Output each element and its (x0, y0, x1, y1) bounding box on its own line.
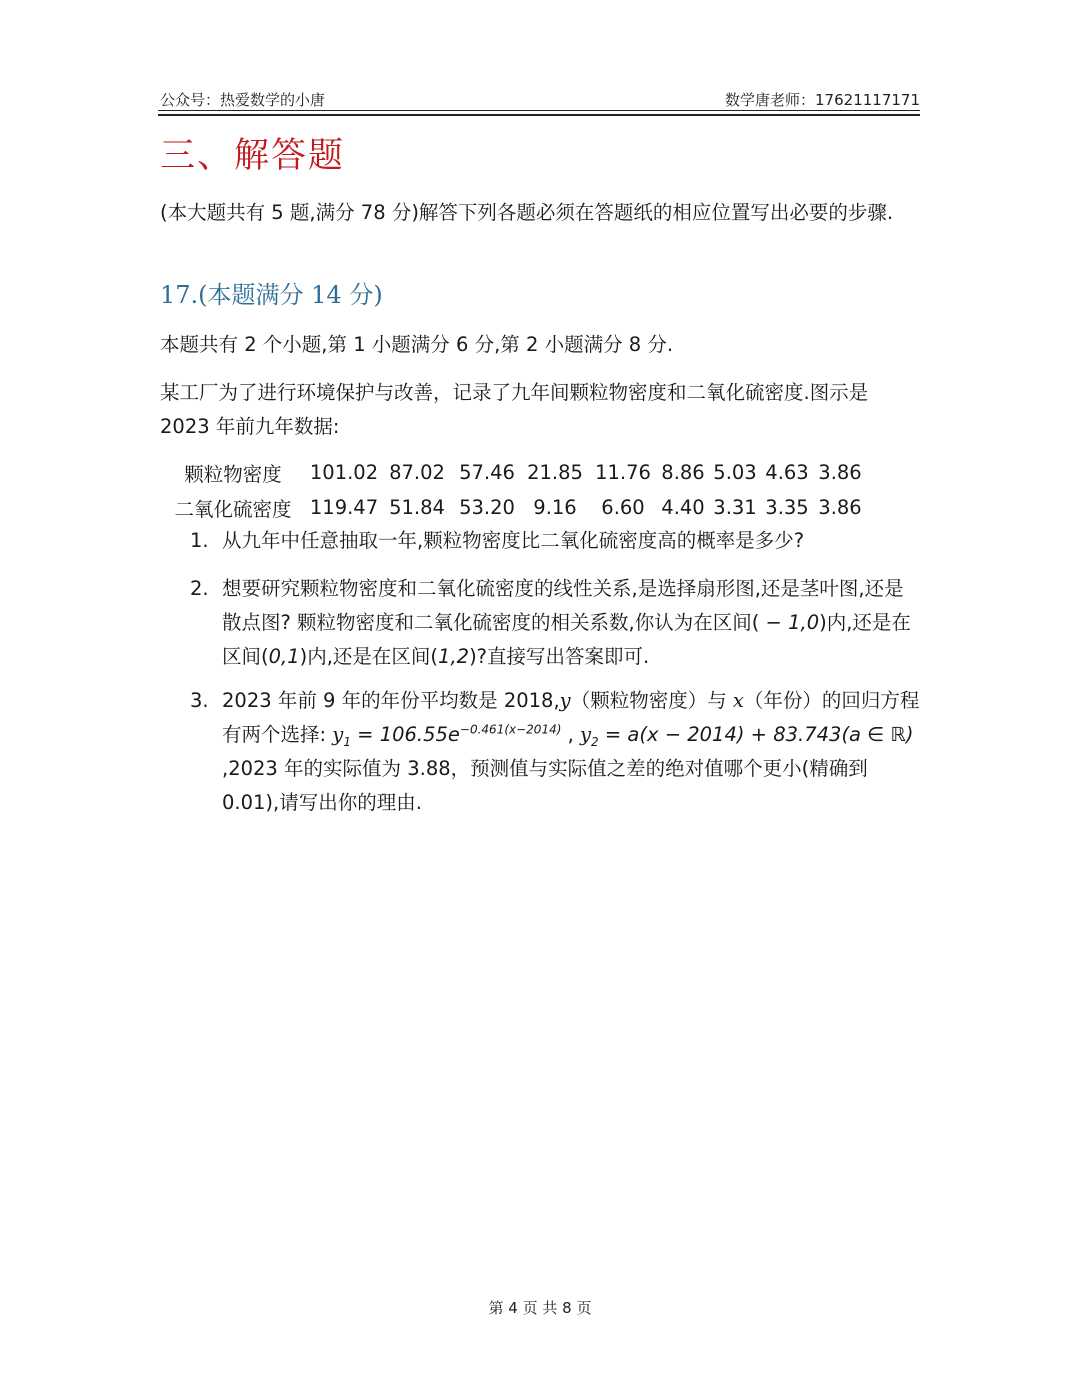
table-cell: 51.84 (389, 496, 445, 519)
table-cell: 3.86 (818, 496, 862, 519)
table-cell: 11.76 (595, 461, 651, 484)
text-run: （颗粒物密度）与 (570, 689, 733, 712)
subquestion-number: 3. (190, 689, 209, 712)
table-cell: 3.31 (713, 496, 757, 519)
text-run: 想要研究颗粒物密度和二氧化硫密度的线性关系,是选择扇形图,还是茎叶图,还是散点图? 颗粒物密度和二氧化硫密度的相关系数,你认为在区间( (222, 577, 904, 634)
data-table (160, 455, 868, 525)
table-cell: 3.35 (765, 496, 809, 519)
header-rule-thick (158, 114, 920, 116)
table-cell: 3.86 (818, 461, 862, 484)
row-label: 二氧化硫密度 (174, 497, 292, 521)
subquestion-text: 从九年中任意抽取一年,颗粒物密度比二氧化硫密度高的概率是多少? (222, 529, 805, 552)
table-row (160, 490, 868, 525)
exponent: −0.461(x−2014) (459, 722, 562, 737)
subscript: 2 (591, 734, 599, 749)
subquestion-3 (160, 684, 920, 820)
interval-expression: 1,2 (438, 645, 470, 668)
regression-equation-1 (332, 722, 562, 749)
question-scoring: 本题共有 2 个小题,第 1 小题满分 6 分,第 2 小题满分 8 分. (160, 333, 674, 356)
table-cell: 9.16 (533, 496, 577, 519)
table-cell: 101.02 (309, 461, 379, 484)
subquestion-text (222, 572, 920, 674)
table-cell: 119.47 (309, 496, 379, 519)
math-variable: x (732, 689, 744, 712)
page-header-right: 数学唐老师：17621117171 (725, 91, 920, 109)
interval-expression: 0,1 (268, 645, 300, 668)
subscript: 1 (343, 734, 351, 749)
section-title: 三、解答题 (160, 136, 346, 176)
page-footer: 第 4 页 共 8 页 (488, 1299, 592, 1317)
table-cell: 53.20 (459, 496, 515, 519)
text-run: )内,还是在区间( (222, 611, 911, 668)
text-run: （年份）的回归方程有两个选择: (222, 689, 920, 746)
math-variable: y (580, 723, 592, 746)
question-stem: 某工厂为了进行环境保护与改善，记录了九年间颗粒物密度和二氧化硫密度.图示是 2023 年前九年数据: (160, 381, 869, 438)
table-cell: 6.60 (601, 496, 645, 519)
math-variable: y (332, 723, 344, 746)
table-cell: 87.02 (389, 461, 445, 484)
interval-expression: − 1,0 (759, 611, 820, 634)
text-run: )?直接写出答案即可. (469, 645, 650, 668)
table-cell: 57.46 (459, 461, 515, 484)
math-variable: y (559, 689, 571, 712)
subquestion-number: 1. (190, 529, 209, 552)
subquestion-1 (160, 524, 920, 558)
text-run: 2023 年前 9 年的年份平均数是 2018, (222, 689, 560, 712)
text-run: ,2023 年的实际值为 3.88，预测值与实际值之差的绝对值哪个更小(精确到 0.01),请写出你的理由. (222, 757, 868, 814)
header-rule-thin (158, 110, 920, 111)
section-intro: (本大题共有 5 题,满分 78 分)解答下列各题必须在答题纸的相应位置写出必要的步骤. (160, 201, 894, 224)
regression-equation-2 (580, 723, 914, 749)
table-row (160, 455, 868, 490)
question-heading: 17.(本题满分 14 分) (160, 281, 383, 309)
text-run: , (561, 723, 580, 746)
subquestion-2 (160, 572, 920, 674)
subquestion-text (222, 684, 920, 820)
row-label: 颗粒物密度 (184, 462, 282, 486)
equation-body: = a(x − 2014) + 83.743(a ∈ ℝ) (598, 723, 914, 746)
equation-body: = 106.55e (350, 723, 460, 746)
table-cell: 8.86 (661, 461, 705, 484)
subquestion-number: 2. (190, 577, 209, 600)
text-run: )内,还是在区间( (299, 645, 439, 668)
page-header-left: 公众号：热爱数学的小唐 (160, 91, 326, 109)
table-cell: 4.40 (661, 496, 705, 519)
table-cell: 21.85 (527, 461, 583, 484)
table-cell: 4.63 (765, 461, 809, 484)
table-cell: 5.03 (713, 461, 757, 484)
